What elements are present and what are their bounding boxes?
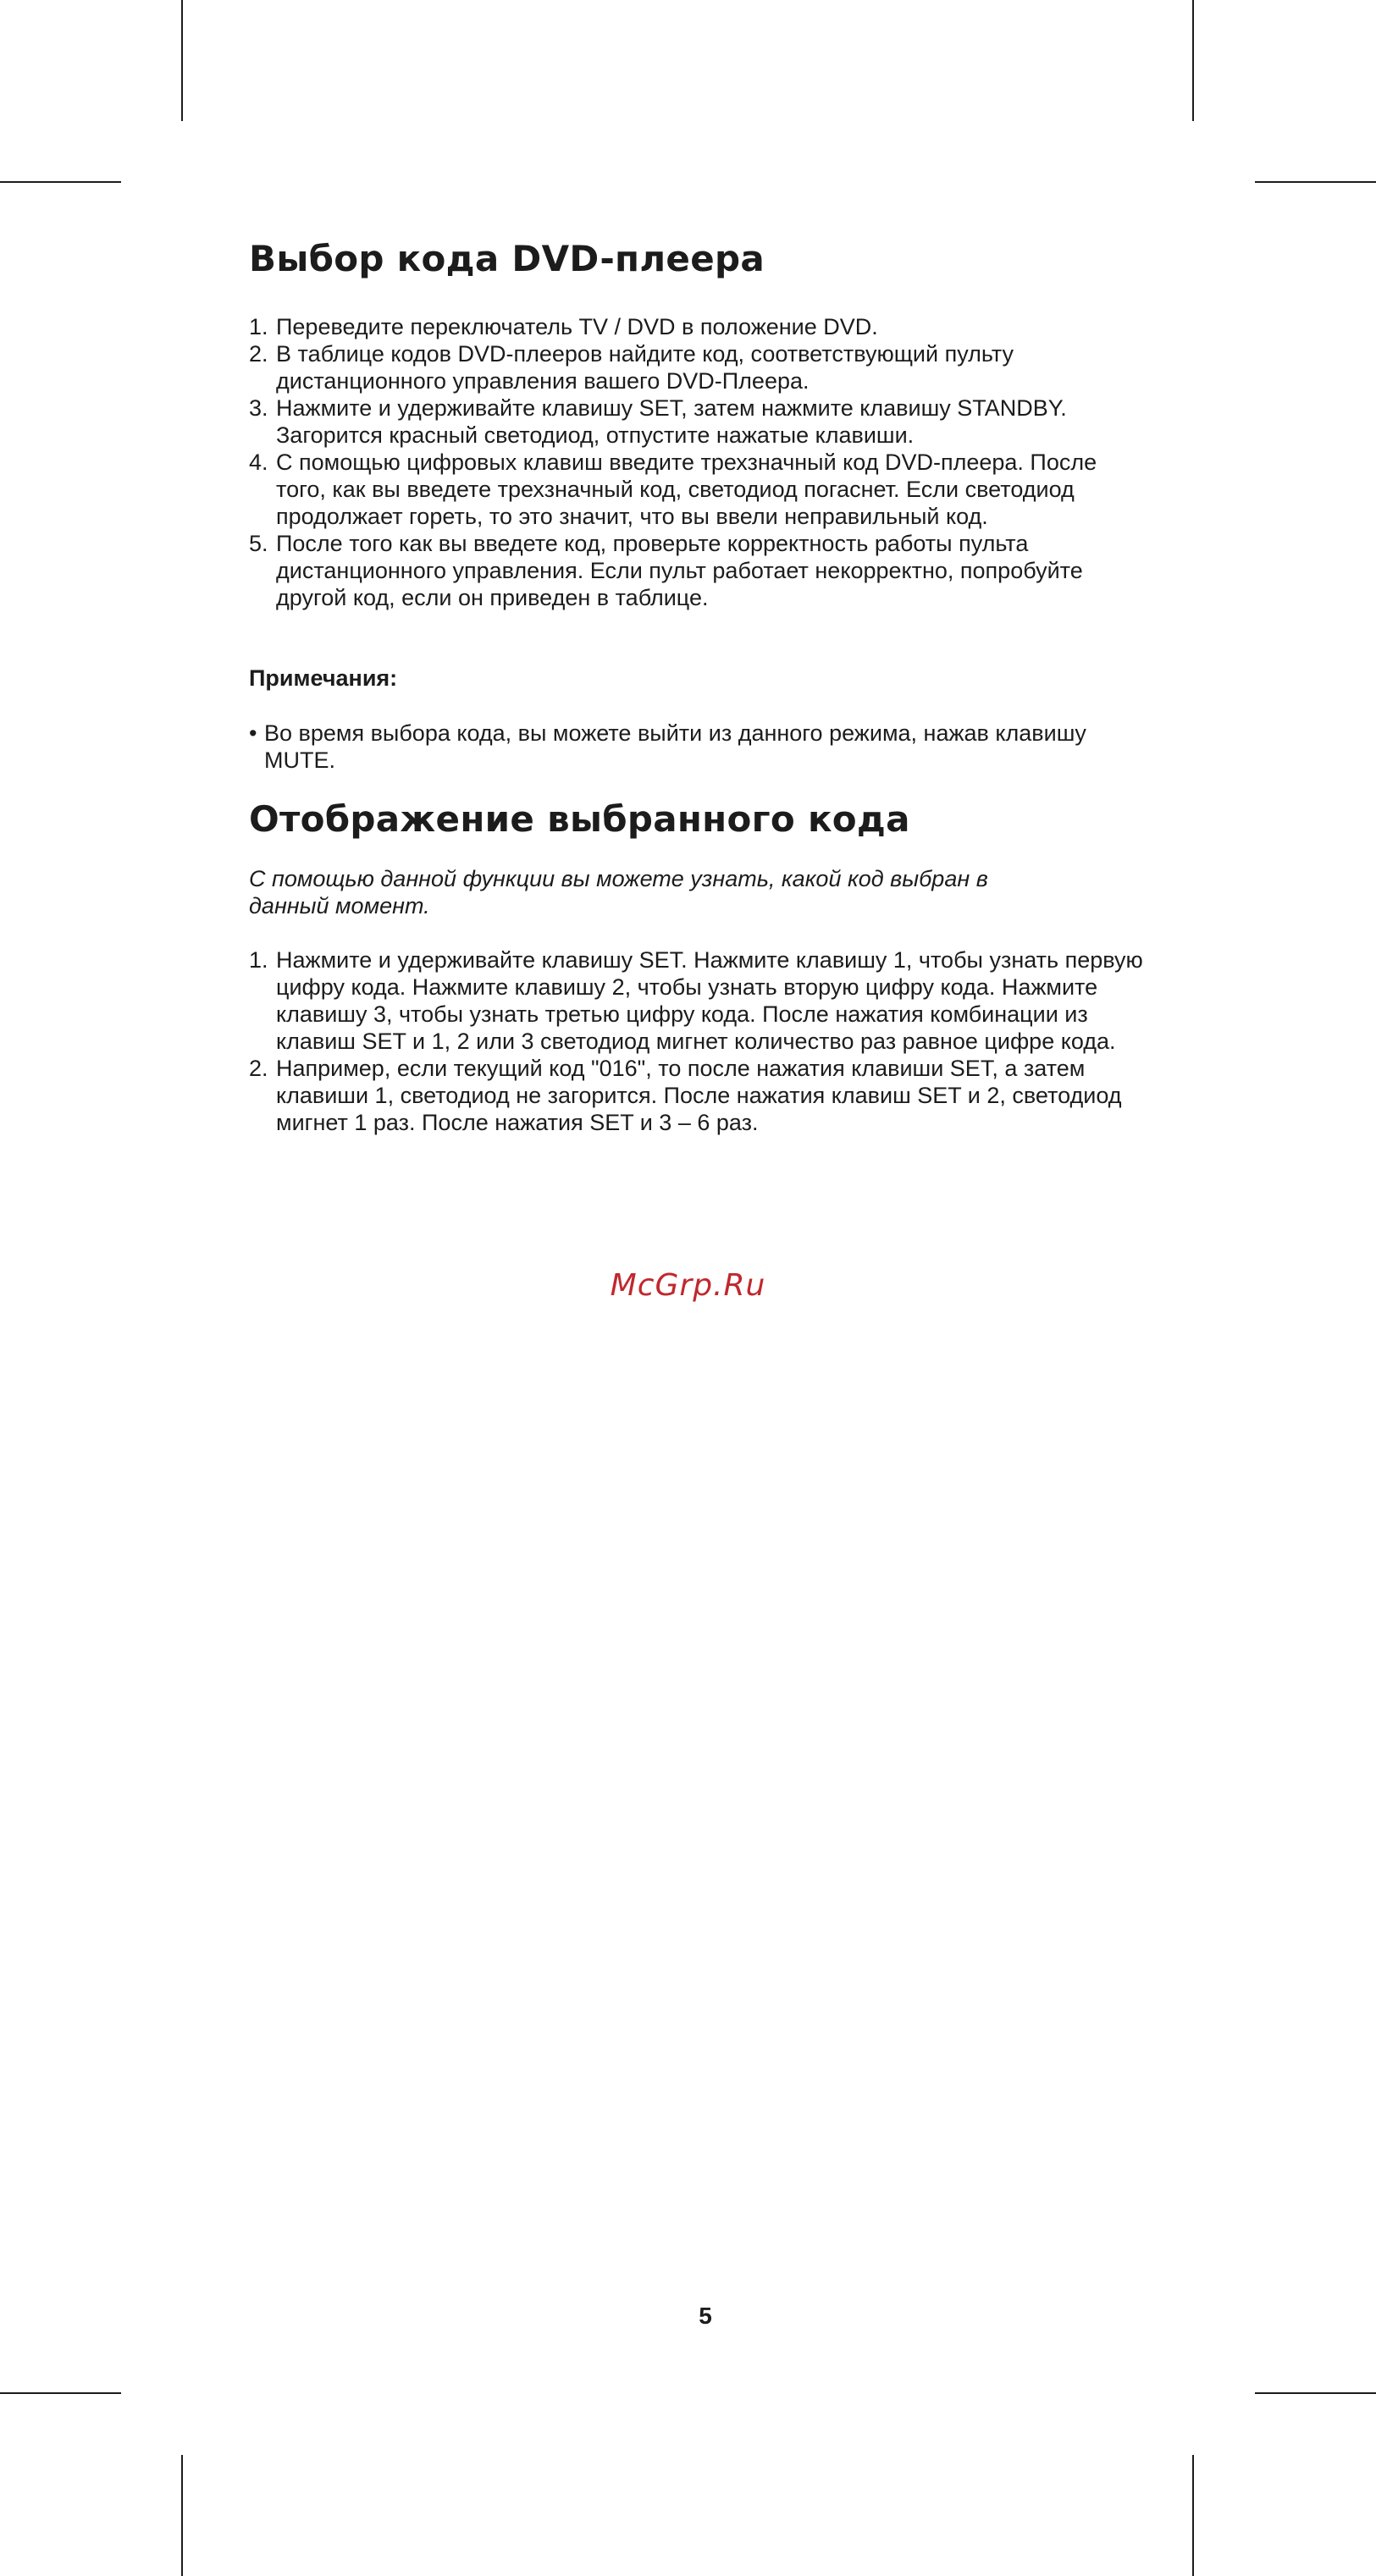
section-intro: С помощью данной функции вы можете узнать, какой код выбран в данный момент. [249,866,988,918]
step-text: С помощью цифровых клавиш введите трехзначный код DVD-плеера. После того, как вы введете трехзначный код, светодиод погаснет. Если светодиод продолжает гореть, то это значит, что вы ввели неправильный код. [276,450,1097,529]
step-text: Нажмите и удерживайте клавишу SET, затем нажмите клавишу STANDBY. Загорится красный светодиод, отпустите нажатые клавиши. [276,395,1067,448]
list-item [249,394,1147,449]
bullet-icon: • [249,720,257,746]
crop-mark [1192,0,1194,121]
show-code-steps-list [249,946,1147,1136]
list-item [249,449,1147,530]
step-text: Переведите переключатель TV / DVD в положение DVD. [276,314,878,339]
step-number: 3. [249,395,268,421]
notes-heading: Примечания: [249,665,398,691]
step-number: 2. [249,341,268,367]
section-title-show-code: Отображение выбранного кода [249,798,910,840]
note-text: Во время выбора кода, вы можете выйти из данного режима, нажав клавишу MUTE. [264,720,1086,773]
step-number: 2. [249,1056,268,1081]
list-item [249,946,1147,1055]
step-text: Нажмите и удерживайте клавишу SET. Нажмите клавишу 1, чтобы узнать первую цифру кода. Нажмите клавишу 2, чтобы узнать вторую цифру кода. Нажмите клавишу 3, чтобы узнать третью цифру кода. После нажатия комбинации из клавиш SET и 1, 2 или 3 светодиод мигнет количество раз равное цифре кода. [276,947,1143,1054]
page-number: 5 [699,2303,712,2329]
list-item [249,313,1147,340]
list-item [249,340,1147,394]
step-text: Например, если текущий код "016", то после нажатия клавиши SET, а затем клавиши 1, светодиод не загорится. После нажатия клавиш SET и 2, светодиод мигнет 1 раз. После нажатия SET и 3 – 6 раз. [276,1056,1122,1135]
crop-mark [1255,181,1376,183]
step-number: 1. [249,314,268,339]
crop-mark [0,2392,121,2394]
crop-mark [1192,2455,1194,2576]
crop-mark [181,0,183,121]
list-item [249,530,1147,611]
dvd-code-steps-list [249,313,1147,611]
crop-mark [181,2455,183,2576]
crop-mark [1255,2392,1376,2394]
step-number: 1. [249,947,268,973]
watermark: McGrp.Ru [610,1268,766,1303]
step-number: 4. [249,450,268,475]
crop-mark [0,181,121,183]
step-number: 5. [249,531,268,556]
note-item [249,720,1096,774]
list-item [249,1055,1147,1136]
step-text: После того как вы введете код, проверьте корректность работы пульта дистанционного управления. Если пульт работает некорректно, попробуйте другой код, если он приведен в таблице. [276,531,1083,610]
section-title-dvd-code: Выбор кода DVD-плеера [249,238,765,279]
step-text: В таблице кодов DVD-плееров найдите код, соответствующий пульту дистанционного управления вашего DVD-Плеера. [276,341,1014,394]
